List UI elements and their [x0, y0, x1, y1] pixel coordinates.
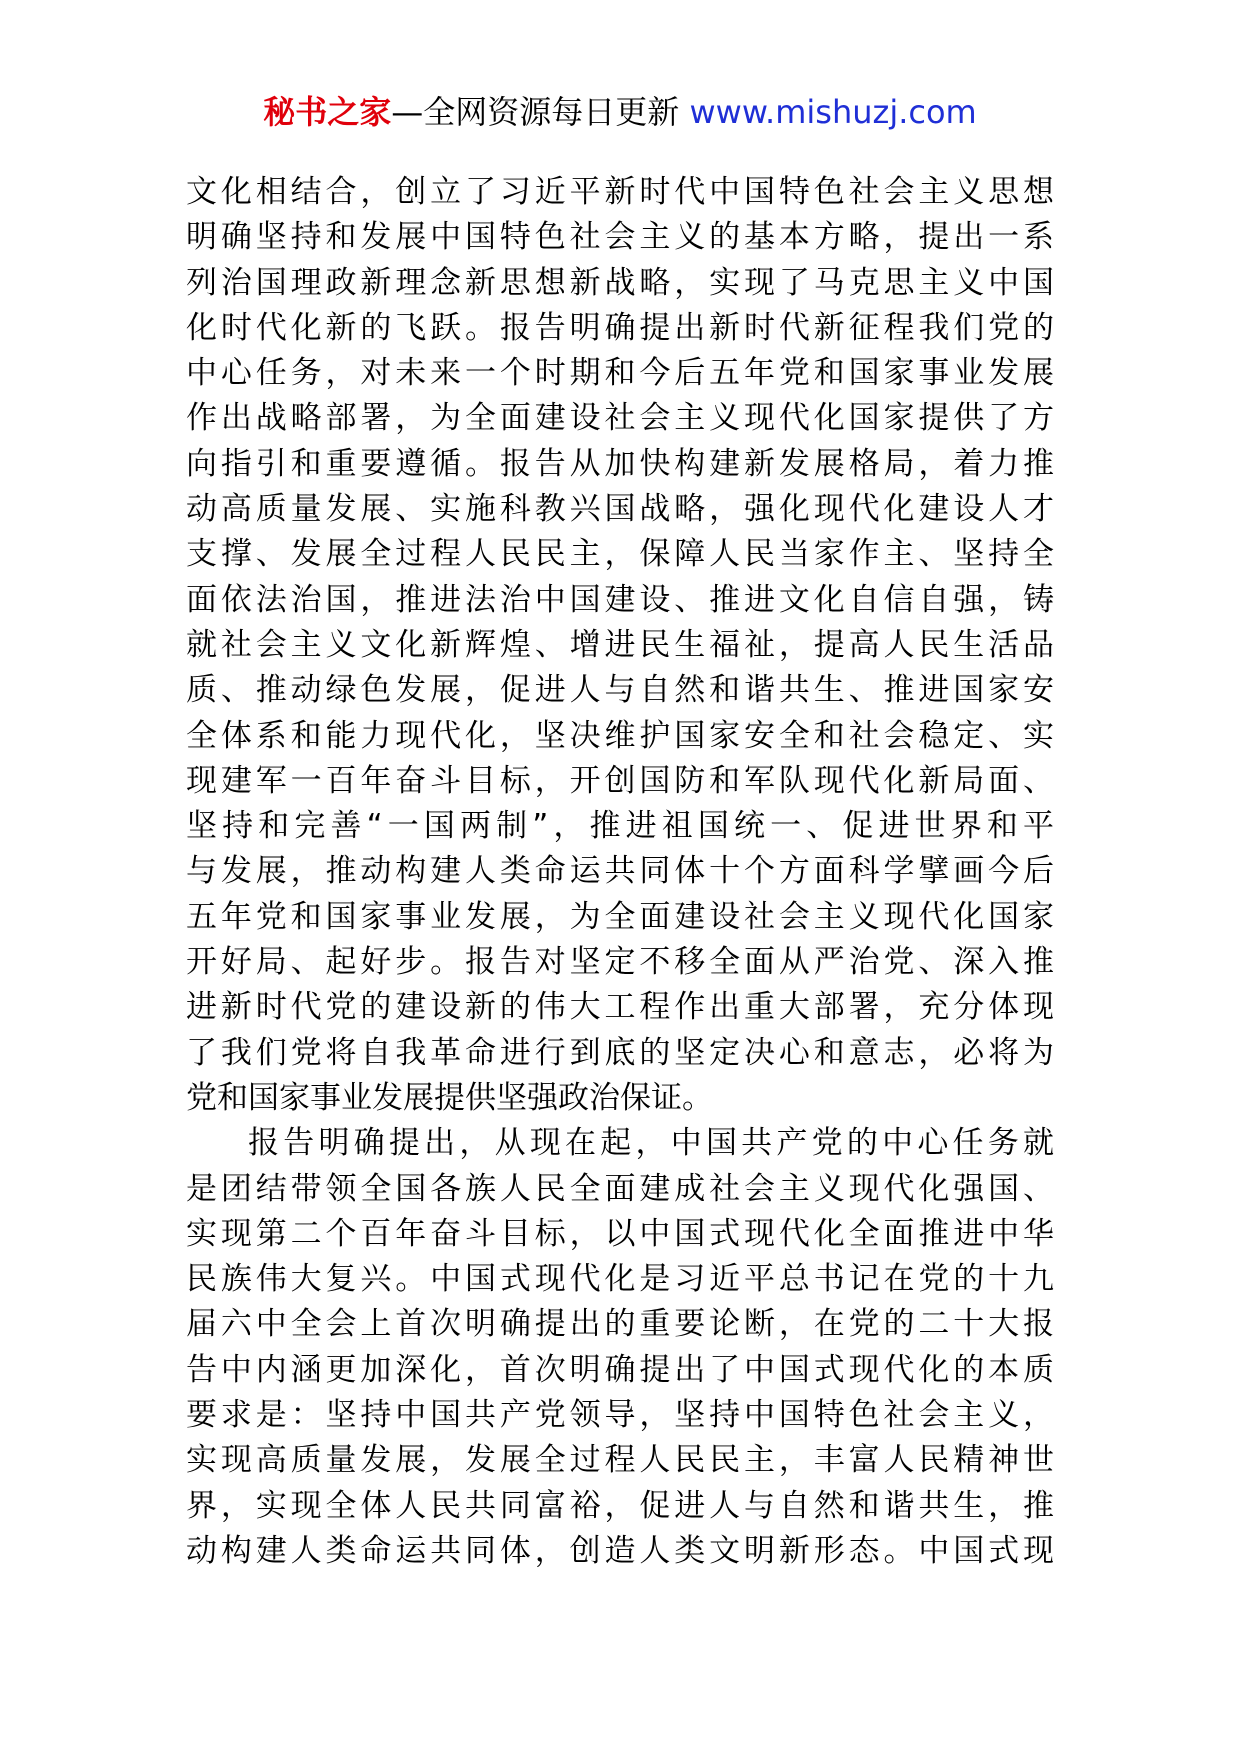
text-line: 就社会主义文化新辉煌、增进民生福祉，提高人民生活品 [186, 626, 1054, 663]
text-line: 开好局、起好步。报告对坚定不移全面从严治党、深入推 [186, 944, 1054, 981]
text-line: 向指引和重要遵循。报告从加快构建新发展格局，着力推 [186, 445, 1054, 482]
text-line: 进新时代党的建设新的伟大工程作出重大部署，充分体现 [186, 989, 1054, 1026]
text-line: 实现高质量发展，发展全过程人民民主，丰富人民精神世 [186, 1442, 1054, 1479]
text-line: 民族伟大复兴。中国式现代化是习近平总书记在党的十九 [186, 1261, 1054, 1298]
text-line: 支撑、发展全过程人民民主，保障人民当家作主、坚持全 [186, 536, 1054, 573]
text-line: 实现第二个百年奋斗目标，以中国式现代化全面推进中华 [186, 1215, 1054, 1252]
text-line: 中心任务，对未来一个时期和今后五年党和国家事业发展 [186, 355, 1054, 392]
paragraph-1 [186, 170, 1054, 1121]
text-line: 文化相结合，创立了习近平新时代中国特色社会主义思想 [186, 174, 1054, 210]
document-body [186, 170, 1054, 1574]
text-line: 报告明确提出，从现在起，中国共产党的中心任务就 [248, 1125, 1054, 1162]
text-line: 明确坚持和发展中国特色社会主义的基本方略，提出一系 [186, 219, 1054, 256]
text-line: 届六中全会上首次明确提出的重要论断，在党的二十大报 [186, 1306, 1054, 1343]
text-line: 界，实现全体人民共同富裕，促进人与自然和谐共生，推 [186, 1487, 1054, 1524]
text-line: 动构建人类命运共同体，创造人类文明新形态。中国式现 [186, 1532, 1054, 1569]
text-line: 坚持和完善“一国两制”，推进祖国统一、促进世界和平 [186, 808, 1054, 845]
text-line: 五年党和国家事业发展，为全面建设社会主义现代化国家 [186, 898, 1054, 935]
text-line: 与发展，推动构建人类命运共同体十个方面科学擘画今后 [186, 853, 1054, 890]
text-line: 动高质量发展、实施科教兴国战略，强化现代化建设人才 [186, 491, 1054, 528]
text-line: 全体系和能力现代化，坚决维护国家安全和社会稳定、实 [186, 717, 1054, 754]
page-header [0, 92, 1240, 132]
text-line: 列治国理政新理念新思想新战略，实现了马克思主义中国 [186, 264, 1054, 301]
text-line: 了我们党将自我革命进行到底的坚定决心和意志，必将为 [186, 1034, 1054, 1071]
site-tagline: —全网资源每日更新 [391, 93, 690, 131]
text-line: 面依法治国，推进法治中国建设、推进文化自信自强，铸 [186, 581, 1054, 618]
text-line: 化时代化新的飞跃。报告明确提出新时代新征程我们党的 [186, 309, 1054, 346]
paragraph-2 [186, 1121, 1054, 1574]
text-line: 告中内涵更加深化，首次明确提出了中国式现代化的本质 [186, 1351, 1054, 1388]
site-url-link[interactable]: www.mishuzj.com [689, 93, 977, 131]
site-brand: 秘书之家 [263, 93, 392, 131]
text-line: 作出战略部署，为全面建设社会主义现代化国家提供了方 [186, 400, 1054, 437]
text-line: 要求是：坚持中国共产党领导，坚持中国特色社会主义， [186, 1397, 1054, 1434]
text-line: 质、推动绿色发展，促进人与自然和谐共生、推进国家安 [186, 672, 1054, 709]
text-line: 是团结带领全国各族人民全面建成社会主义现代化强国、 [186, 1170, 1054, 1207]
text-line: 现建军一百年奋斗目标，开创国防和军队现代化新局面、 [186, 762, 1054, 799]
text-line: 党和国家事业发展提供坚强政治保证。 [186, 1079, 713, 1116]
